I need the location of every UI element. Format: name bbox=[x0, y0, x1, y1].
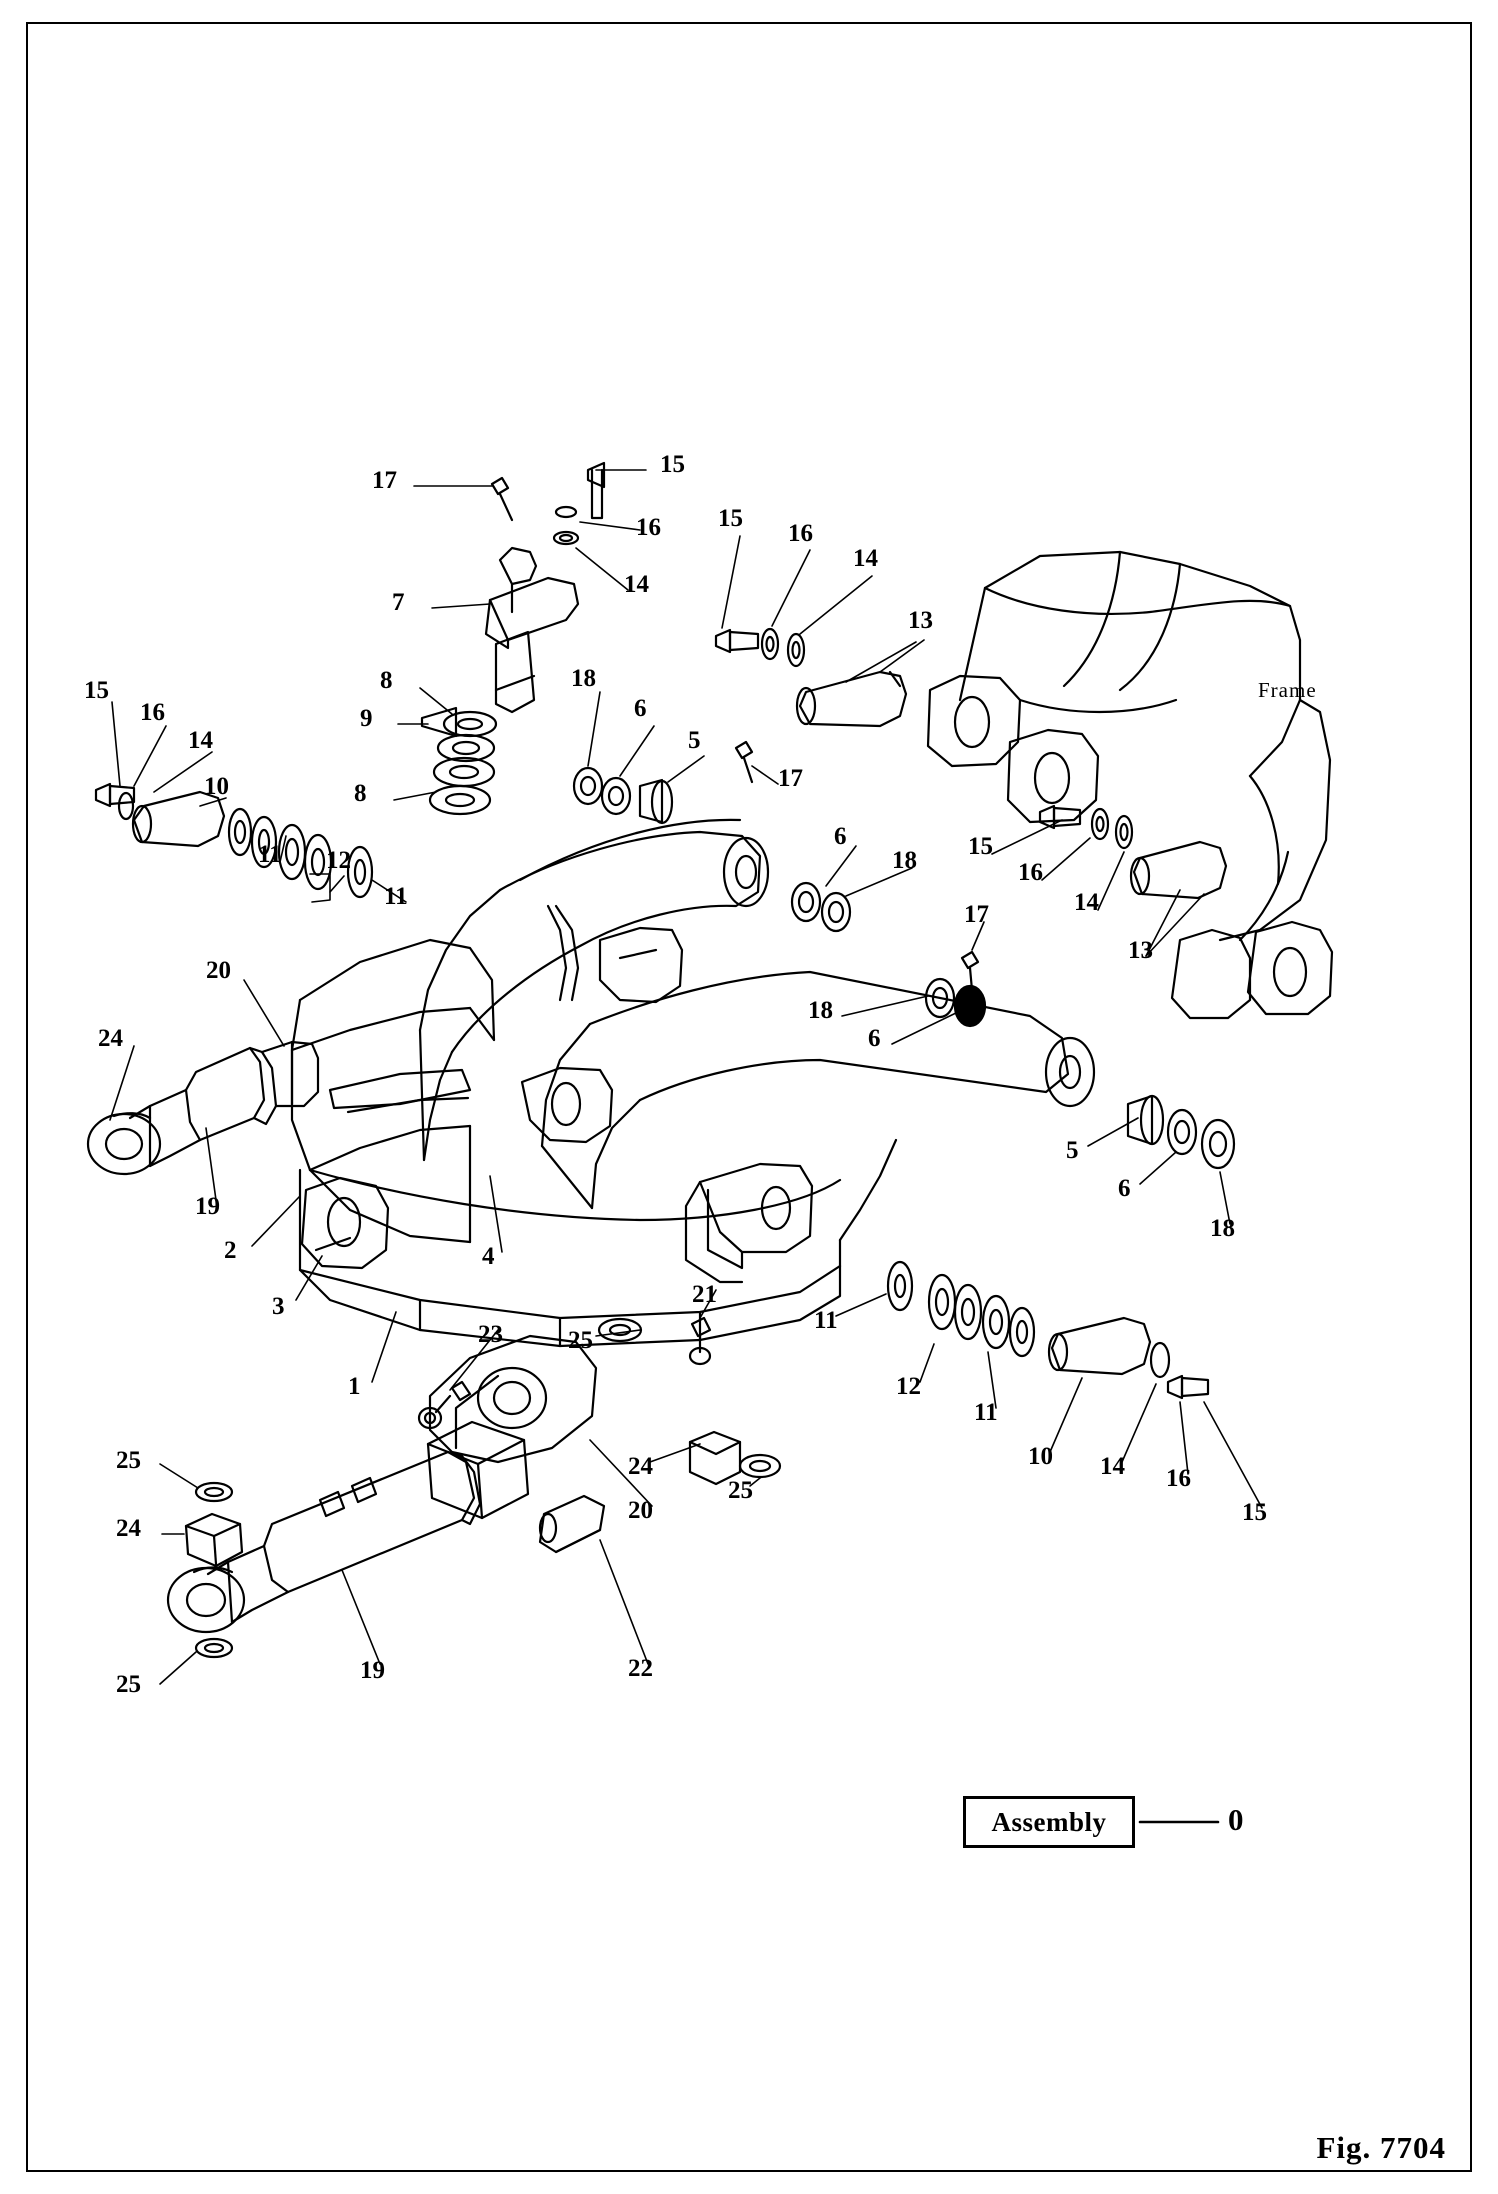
callout-number: 23 bbox=[478, 1321, 503, 1348]
callout-number: 8 bbox=[354, 780, 367, 807]
callout-number: 14 bbox=[624, 571, 649, 598]
callout-number: 18 bbox=[808, 997, 833, 1024]
callout-number: 6 bbox=[634, 695, 647, 722]
assembly-box bbox=[963, 1796, 1135, 1848]
callout-number: 18 bbox=[1210, 1215, 1235, 1242]
callout-number: 16 bbox=[1018, 859, 1043, 886]
callout-number: 10 bbox=[1028, 1443, 1053, 1470]
callout-number: 11 bbox=[384, 883, 408, 910]
callout-number: 4 bbox=[482, 1243, 495, 1270]
callout-number: 25 bbox=[728, 1477, 753, 1504]
callout-number: 5 bbox=[1066, 1137, 1079, 1164]
callout-number: 15 bbox=[660, 451, 685, 478]
callout-number: 14 bbox=[188, 727, 213, 754]
callout-number: 16 bbox=[140, 699, 165, 726]
callout-number: 17 bbox=[778, 765, 803, 792]
callout-number: 16 bbox=[788, 520, 813, 547]
callout-number: 17 bbox=[372, 467, 397, 494]
callout-number: 15 bbox=[1242, 1499, 1267, 1526]
callout-number: 15 bbox=[968, 833, 993, 860]
assembly-label: Assembly bbox=[991, 1806, 1107, 1837]
callout-number: 13 bbox=[1128, 937, 1153, 964]
callout-number: 12 bbox=[896, 1373, 921, 1400]
callout-number: 7 bbox=[392, 589, 405, 616]
callout-number: 21 bbox=[692, 1281, 717, 1308]
callout-number: 10 bbox=[204, 773, 229, 800]
callout-number: 15 bbox=[84, 677, 109, 704]
callout-number: 14 bbox=[853, 545, 878, 572]
callout-number: 11 bbox=[974, 1399, 998, 1426]
callout-number: 6 bbox=[834, 823, 847, 850]
callout-number: 12 bbox=[326, 847, 351, 874]
callout-number: 20 bbox=[206, 957, 231, 984]
callout-number: 8 bbox=[380, 667, 393, 694]
callout-number: 17 bbox=[964, 901, 989, 928]
callout-number: 25 bbox=[116, 1671, 141, 1698]
callout-number: 5 bbox=[688, 727, 701, 754]
frame-label: Frame bbox=[1258, 678, 1317, 702]
callout-number: 15 bbox=[718, 505, 743, 532]
callout-number: 22 bbox=[628, 1655, 653, 1682]
callout-number: 1 bbox=[348, 1373, 361, 1400]
callout-number: 25 bbox=[116, 1447, 141, 1474]
callout-number: 6 bbox=[868, 1025, 881, 1052]
callout-number: 14 bbox=[1074, 889, 1099, 916]
assembly-number: 0 bbox=[1228, 1802, 1244, 1837]
callout-number: 24 bbox=[116, 1515, 141, 1542]
callout-number: 25 bbox=[568, 1327, 593, 1354]
callout-number: 9 bbox=[360, 705, 373, 732]
page-border bbox=[26, 22, 1472, 2172]
callout-number: 11 bbox=[258, 841, 282, 868]
callout-number: 6 bbox=[1118, 1175, 1131, 1202]
callout-number: 24 bbox=[98, 1025, 123, 1052]
callout-number: 19 bbox=[360, 1657, 385, 1684]
figure-number: Fig. 7704 bbox=[1316, 2130, 1446, 2165]
callout-number: 16 bbox=[1166, 1465, 1191, 1492]
callout-number: 14 bbox=[1100, 1453, 1125, 1480]
callout-number: 20 bbox=[628, 1497, 653, 1524]
callout-number: 19 bbox=[195, 1193, 220, 1220]
callout-number: 18 bbox=[571, 665, 596, 692]
callout-number: 2 bbox=[224, 1237, 237, 1264]
callout-number: 24 bbox=[628, 1453, 653, 1480]
callout-number: 11 bbox=[814, 1307, 838, 1334]
callout-number: 16 bbox=[636, 514, 661, 541]
callout-number: 3 bbox=[272, 1293, 285, 1320]
callout-number: 13 bbox=[908, 607, 933, 634]
callout-number: 18 bbox=[892, 847, 917, 874]
